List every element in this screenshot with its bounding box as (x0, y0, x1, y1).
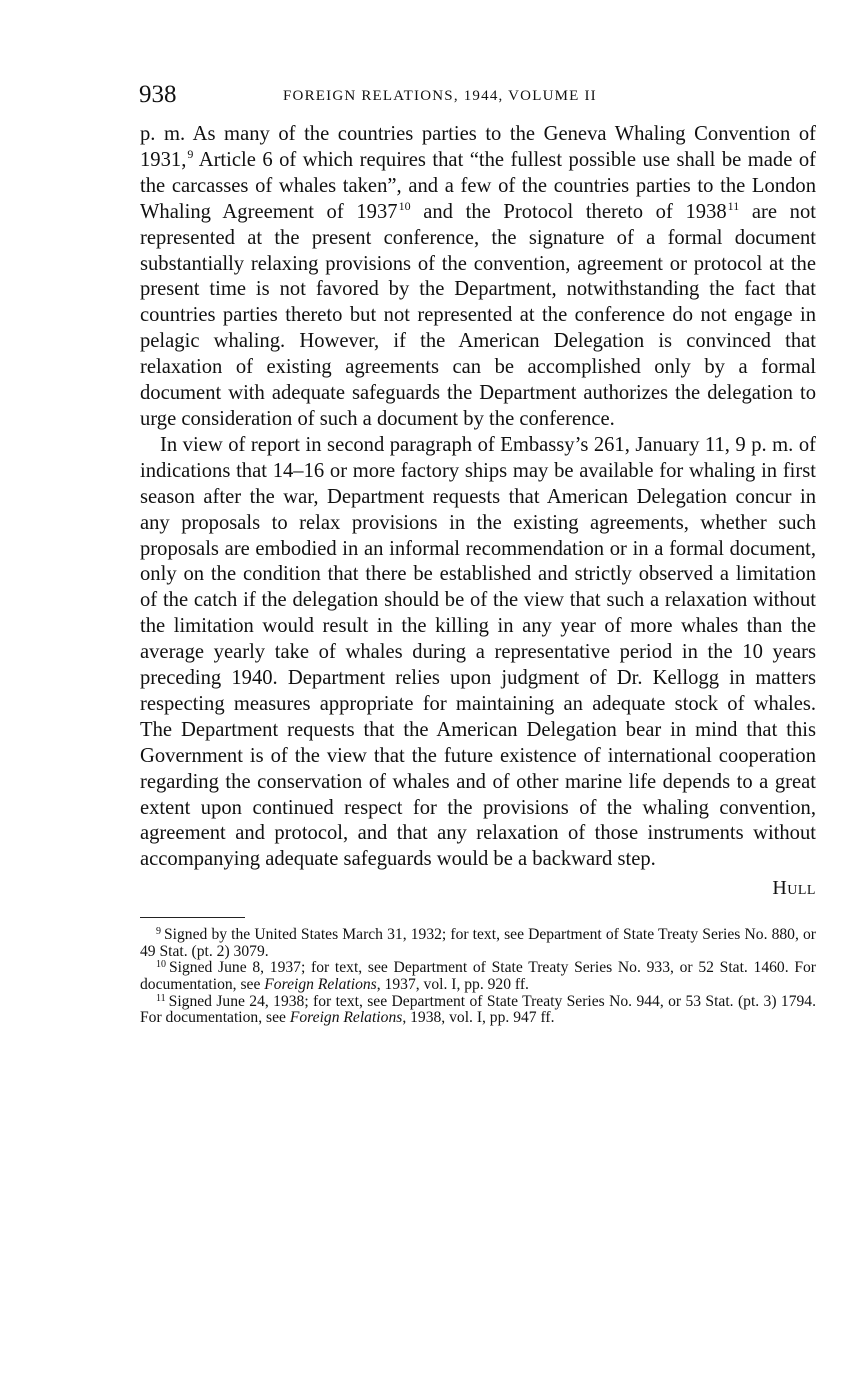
paragraph-1-text-a: p. m. As many of the countries parties to the Geneva Whaling Convention of 1931, (140, 123, 816, 171)
letter-body (140, 122, 816, 873)
page-number: 938 (139, 81, 177, 108)
document-page (140, 78, 816, 1027)
footnote-citation-title: Foreign Relations (264, 976, 377, 994)
footnote-citation-title: Foreign Relations (289, 1009, 403, 1027)
signature: Hull (772, 877, 816, 900)
running-head (140, 78, 816, 112)
footnote-text: Signed by the United States March 31, 1932; for text, see Department of State Treaty Series No. 880, or 49 Stat. (pt. 2) 3079. (140, 926, 816, 960)
footnote-9 (140, 927, 816, 960)
footnote-10 (140, 960, 816, 993)
footnote-text-end: , 1937, vol. I, pp. 920 ff. (376, 976, 529, 994)
paragraph-2: In view of report in second paragraph of Embassy’s 261, January 11, 9 p. m. of indications that 14–16 or more factory ships may be available for whaling in first season after the war, Department requests that American Delegation concur in any proposals to relax provisions in the existing agreements, whether such proposals are embodied in an informal recommendation or in a formal document, only on the condition that there be established and strictly observed a limitation of the catch if the delegation should be of the view that such a relaxation without the limitation would result in the killing in any year of more whales than the average yearly take of whales during a representative period in the 10 years preceding 1940. Department relies upon judgment of Dr. Kellogg in matters respecting measures appropriate for maintaining an adequate stock of whales. The Department requests that the American Delegation bear in mind that this Government is of the view that the future existence of international cooperation regarding the conservation of whales and of other marine life depends to a great extent upon continued respect for the provisions of the whaling convention, agreement and protocol, and that any relaxation of those instruments without accompanying adequate safeguards would be a backward step. (140, 433, 816, 871)
footnote-mark: 9 (156, 926, 161, 938)
paragraph-1-text-c: and the Protocol thereto of 1938 (410, 200, 727, 223)
footnotes (140, 927, 816, 1027)
footnote-text: Signed June 24, 1938; for text, see Department of State Treaty Series No. 944, or 53 Stat. (pt. 3) 1794. For documentation, see (140, 992, 816, 1027)
footnote-ref-9: 9 (187, 146, 194, 161)
footnote-text-end: , 1938, vol. I, pp. 947 ff. (402, 1009, 555, 1027)
footnote-text: Signed June 8, 1937; for text, see Department of State Treaty Series No. 933, or 52 Stat. 1460. For documentation, see (140, 959, 816, 994)
footnote-11 (140, 994, 816, 1027)
paragraph-1-text-b: Article 6 of which requires that “the fullest possible use shall be made of the carcasses of whales taken”, and a few of the countries parties to the London Whaling Agreement of 1937 (140, 148, 816, 223)
footnote-ref-11: 11 (727, 198, 740, 213)
footnote-ref-10: 10 (398, 198, 411, 213)
footnote-mark: 11 (156, 992, 166, 1004)
paragraph-1-text-d: are not represented at the present conference, the signature of a formal document substantially relaxing provisions of the convention, agreement or protocol at the present time is not favored by the Department, notwithstanding the fact that countries parties thereto but not represented at the conference do not engage in pelagic whaling. However, if the American Delegation is convinced that relaxation of existing agreements can be accomplished only by a formal document with adequate safeguards the Department authorizes the delegation to urge consideration of such a document by the conference. (140, 200, 816, 430)
running-head-title: FOREIGN RELATIONS, 1944, VOLUME II (283, 88, 597, 104)
footnote-mark: 10 (156, 959, 166, 971)
footnote-divider (140, 917, 245, 918)
paragraph-1 (140, 122, 816, 433)
